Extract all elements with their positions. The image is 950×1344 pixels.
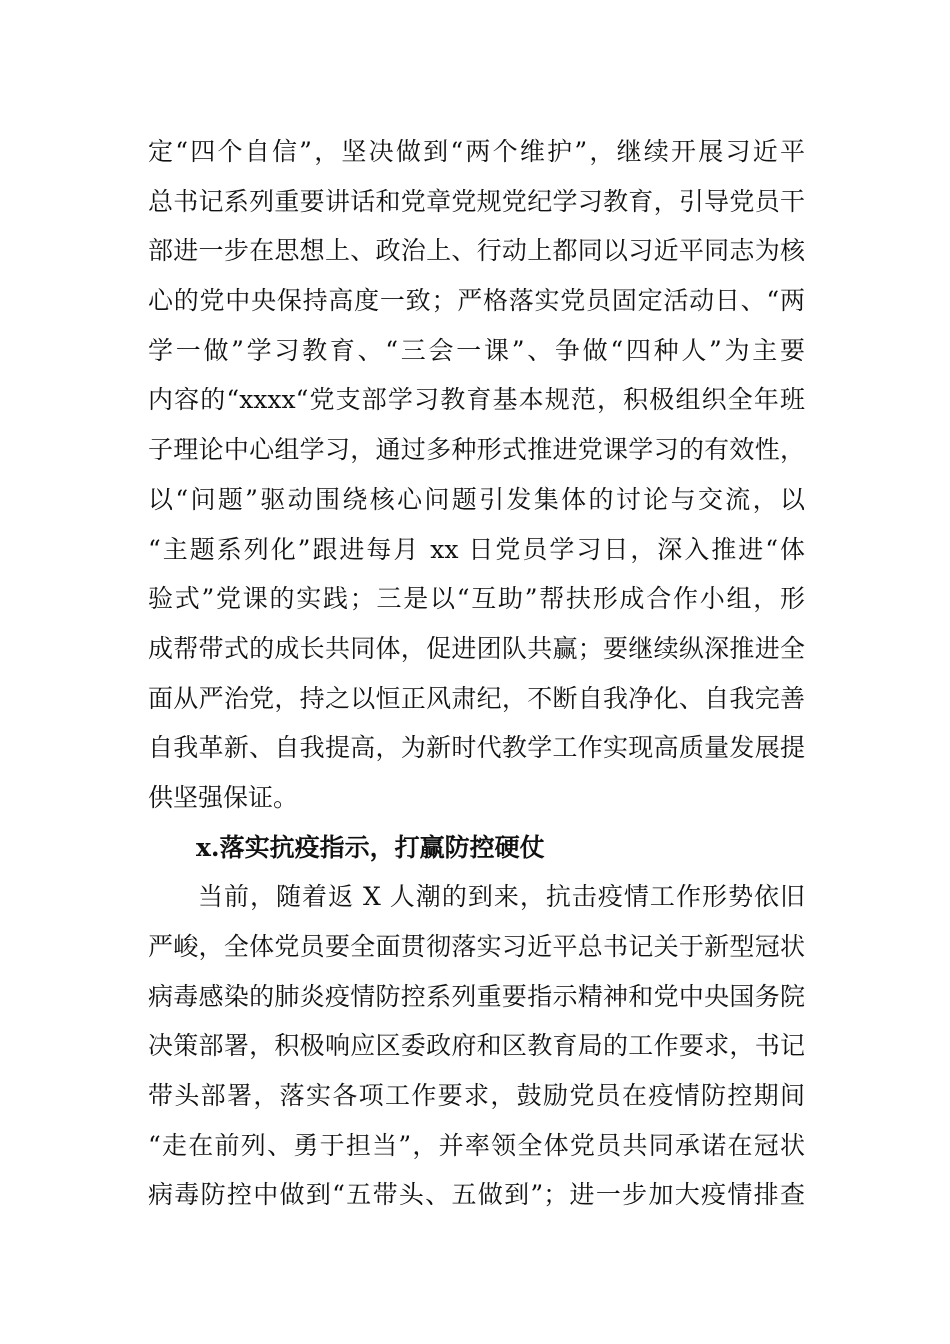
paragraph-line: “走在前列、勇于担当”，并率领全体党员共同承诺在冠状 — [148, 1130, 805, 1160]
paragraph-line: 当前，随着返 X 人潮的到来，抗击疫情工作形势依旧 — [198, 882, 805, 912]
paragraph-2 — [148, 872, 805, 1220]
paragraph-line: 心的党中央保持高度一致；严格落实党员固定活动日、“两 — [148, 286, 805, 316]
paragraph-line: 成帮带式的成长共同体，促进团队共赢；要继续纵深推进全 — [148, 633, 805, 663]
paragraph-line: 面从严治党，持之以恒正风肃纪，不断自我净化、自我完善 — [148, 683, 805, 713]
paragraph-line: 病毒感染的肺炎疫情防控系列重要指示精神和党中央国务院 — [148, 981, 805, 1011]
paragraph-line: 学一做”学习教育、“三会一课”、争做“四种人”为主要 — [148, 335, 805, 365]
paragraph-line: 内容的“xxxx“党支部学习教育基本规范，积极组织全年班 — [148, 385, 805, 415]
paragraph-line: 总书记系列重要讲话和党章党规党纪学习教育，引导党员干 — [148, 186, 805, 216]
paragraph-line: 子理论中心组学习，通过多种形式推进党课学习的有效性， — [148, 435, 805, 465]
paragraph-line: 验式”党课的实践；三是以“互助”帮扶形成合作小组，形 — [148, 584, 805, 614]
paragraph-line: 供坚强保证。 — [148, 782, 299, 812]
paragraph-line: 部进一步在思想上、政治上、行动上都同以习近平同志为核 — [148, 236, 805, 266]
paragraph-1 — [148, 127, 805, 823]
section-heading: x.落实抗疫指示，打赢防控硬仗 — [196, 832, 545, 862]
paragraph-line: 严峻，全体党员要全面贯彻落实习近平总书记关于新型冠状 — [148, 932, 805, 961]
paragraph-line: “主题系列化”跟进每月 xx 日党员学习日，深入推进“体 — [148, 534, 805, 564]
paragraph-line: 病毒防控中做到“五带头、五做到”；进一步加大疫情排查 — [148, 1180, 805, 1210]
paragraph-line: 带头部署，落实各项工作要求，鼓励党员在疫情防控期间 — [148, 1081, 805, 1111]
paragraph-line: 决策部署，积极响应区委政府和区教育局的工作要求，书记 — [148, 1031, 805, 1061]
paragraph-line: 定“四个自信”，坚决做到“两个维护”，继续开展习近平 — [148, 137, 805, 166]
paragraph-line: 自我革新、自我提高，为新时代教学工作实现高质量发展提 — [148, 733, 805, 763]
paragraph-line: 以“问题”驱动围绕核心问题引发集体的讨论与交流，以 — [148, 484, 805, 514]
document-body — [148, 127, 805, 1220]
